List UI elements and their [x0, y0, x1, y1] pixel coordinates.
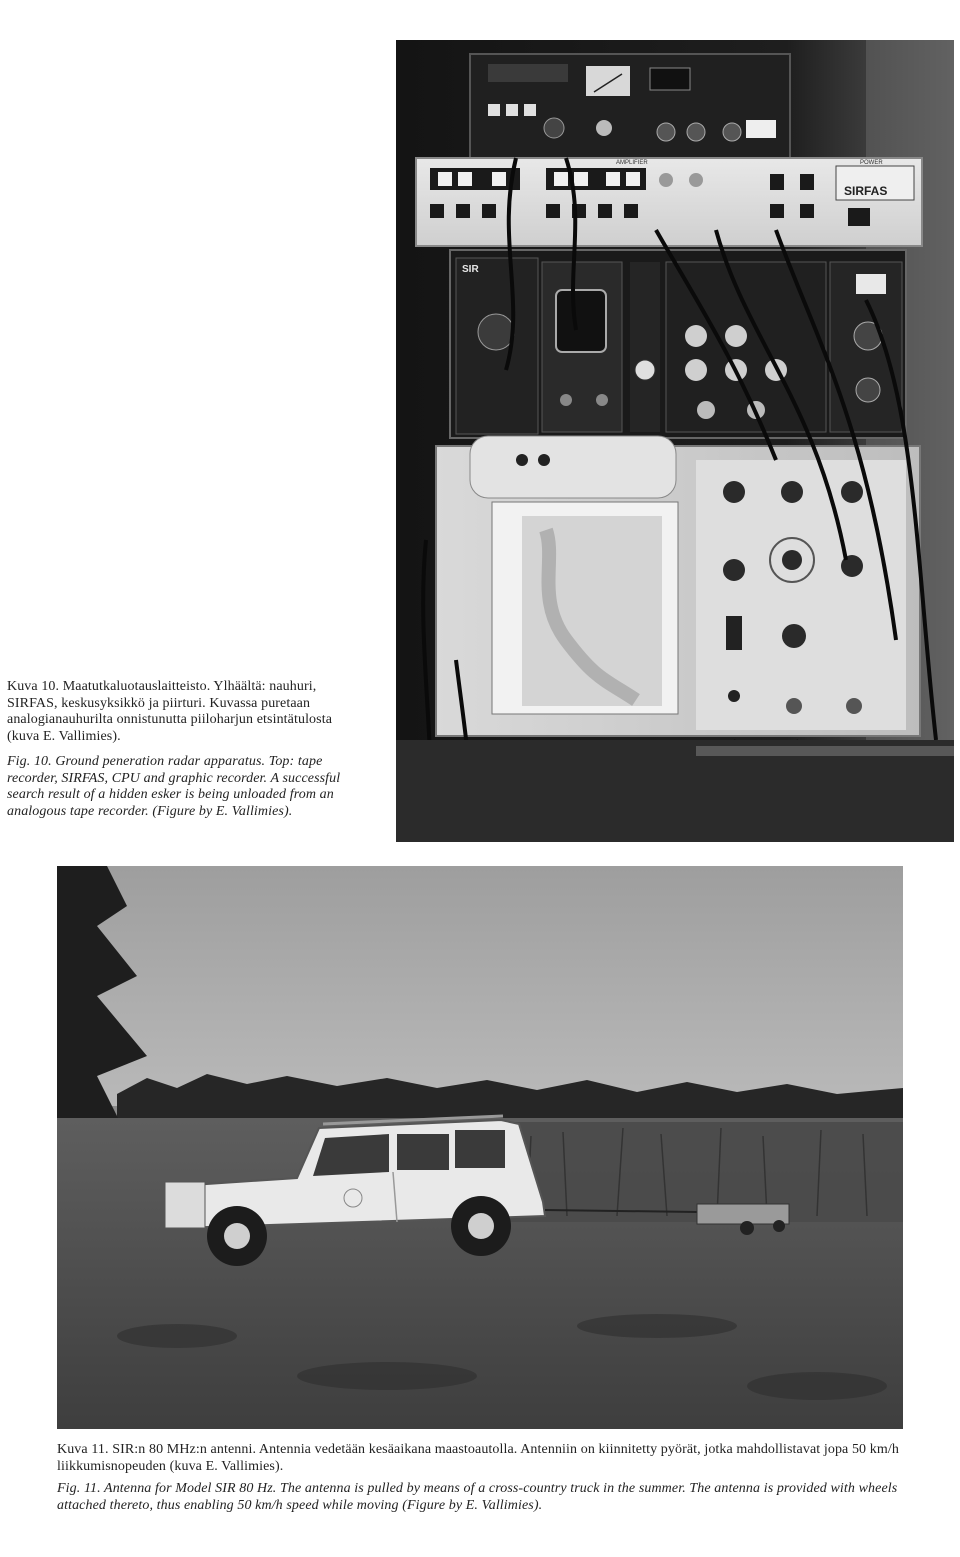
equipment-rack-illustration	[396, 40, 954, 842]
graphic-recorder	[436, 436, 920, 736]
sirfas-unit	[416, 158, 922, 246]
sir-cpu-unit	[450, 250, 906, 438]
figure-10-caption-english: Fig. 10. Ground peneration radar apparatus. Top: tape recorder, SIRFAS, CPU and graphic recorder. A successful search result of a hidden esker is being unloaded from an analogous tape recorder. (Figure by E. Vallimies).	[7, 754, 341, 819]
amplifier-label: AMPLIFIER	[616, 160, 648, 166]
figure-11-caption	[57, 1442, 907, 1514]
sir-logo-label: SIR	[462, 264, 479, 275]
tape-recorder	[470, 54, 790, 162]
figure-11-caption-finnish: Kuva 11. SIR:n 80 MHz:n antenni. Antennia vedetään kesäaikana maastoautolla. Antenniin on kiinnitetty pyörät, jotka mahdollistavat jopa 50 km/h liikkumisnopeuden (kuva E. Vallimies).	[57, 1442, 899, 1474]
power-label: POWER	[860, 160, 883, 166]
truck-field-illustration	[57, 866, 903, 1429]
figure-10-caption-finnish: Kuva 10. Maatutkaluotauslaitteisto. Ylhäältä: nauhuri, SIRFAS, keskusyksikkö ja piirturi. Kuvassa puretaan analogianauhurilta onnistunutta piiloharjun etsintätulosta (kuva E. Vallimies).	[7, 679, 333, 744]
figure-10-caption	[7, 679, 367, 820]
sirfas-label: SIRFAS	[844, 184, 888, 198]
figure-10-photo	[396, 40, 954, 842]
figure-11-caption-english: Fig. 11. Antenna for Model SIR 80 Hz. The antenna is pulled by means of a cross-country truck in the summer. The antenna is provided with wheels attached thereto, thus enabling 50 km/h speed while moving (Figure by E. Vallimies).	[57, 1481, 898, 1513]
figure-11-photo	[57, 866, 903, 1429]
